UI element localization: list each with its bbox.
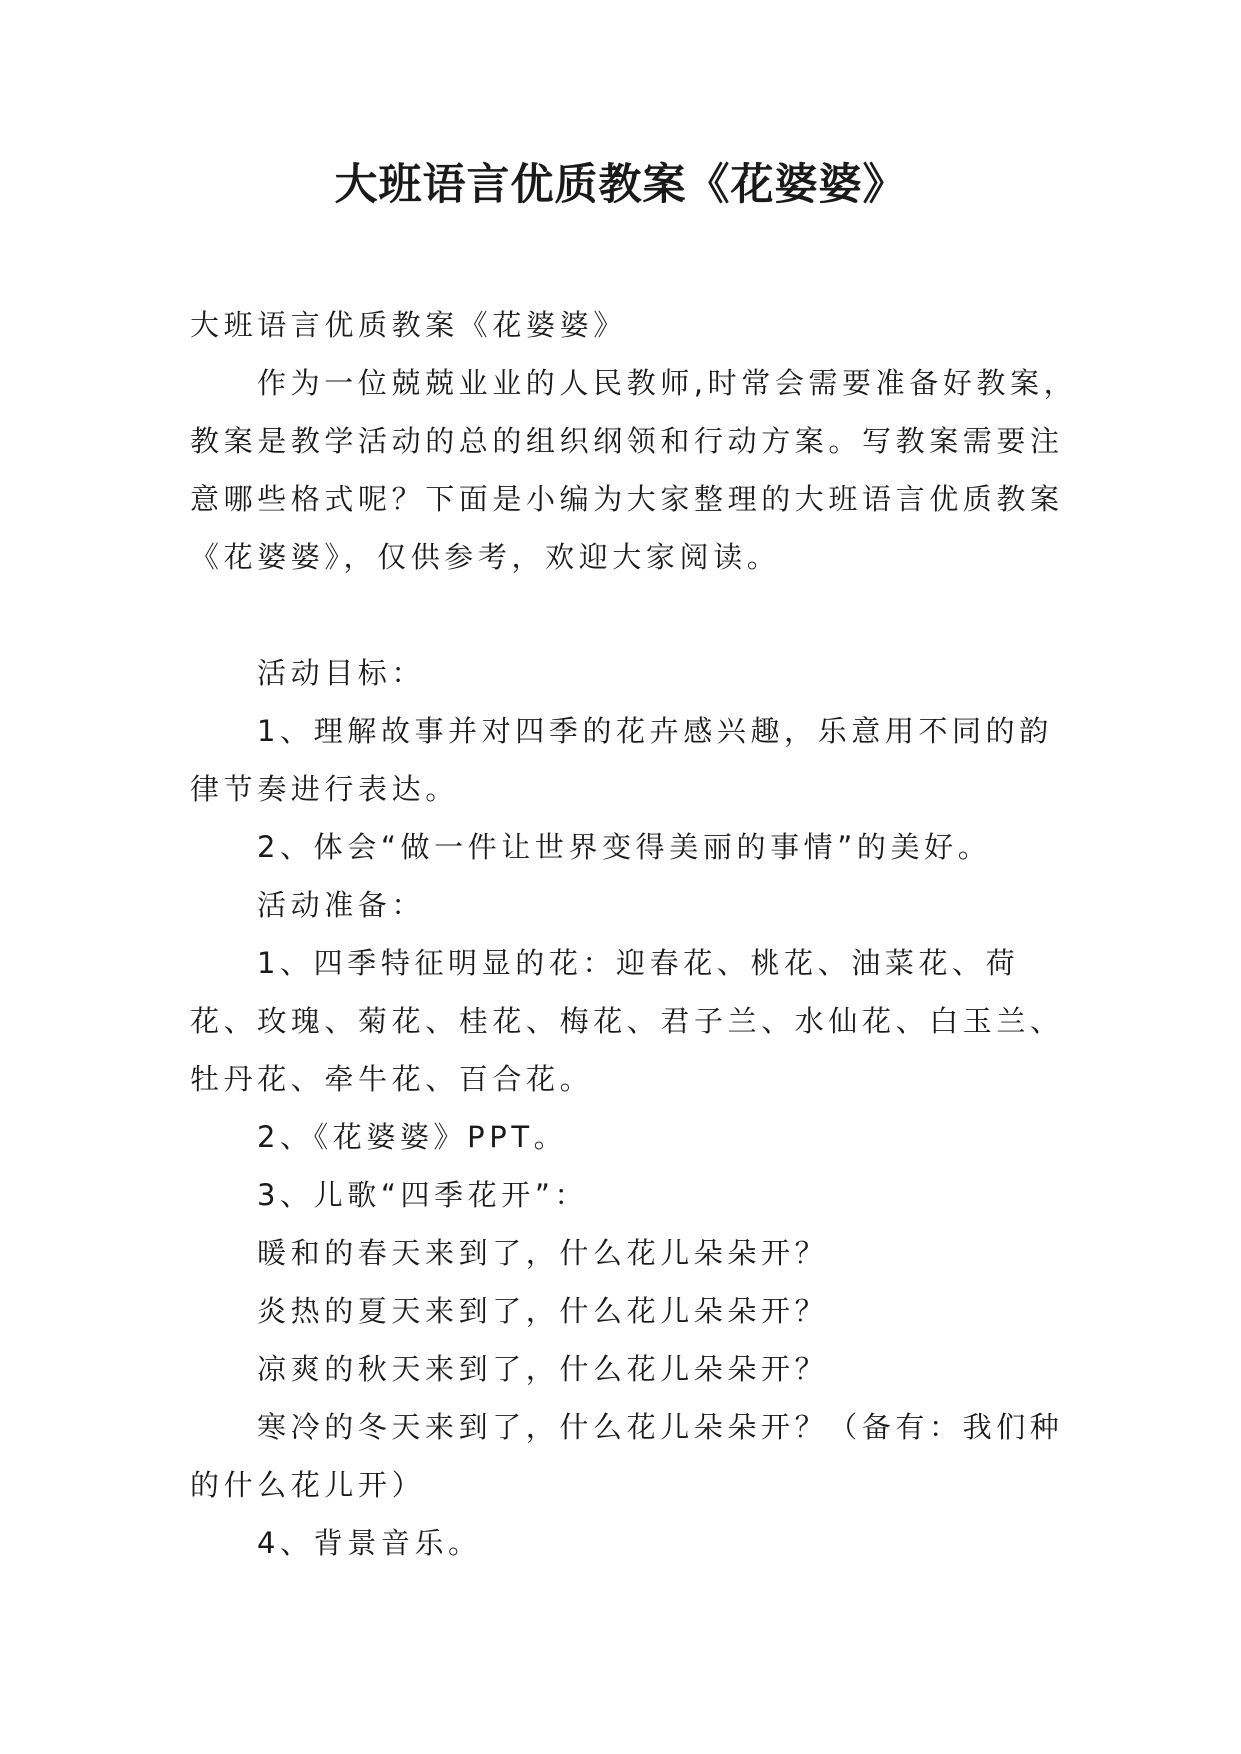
heading-activity-preparation: 活动准备：: [257, 888, 426, 922]
document-body: [190, 296, 1080, 1572]
paragraph-intro: 作为一位兢兢业业的人民教师,时常会需要准备好教案，教案是教学活动的总的组织纲领和行动方案。写教案需要注意哪些格式呢？下面是小编为大家整理的大班语言优质教案《花婆婆》，仅供参考，欢迎大家阅读。: [190, 366, 1078, 574]
preparation-item-1: 1、四季特征明显的花：迎春花、桃花、油菜花、荷花、玫瑰、菊花、桂花、梅花、君子兰、水仙花、白玉兰、牡丹花、牵牛花、百合花。: [190, 946, 1064, 1096]
song-line-summer: 炎热的夏天来到了，什么花儿朵朵开？: [257, 1294, 829, 1328]
song-line-winter: 寒冷的冬天来到了，什么花儿朵朵开？（备有：我们种的什么花儿开）: [190, 1410, 1064, 1502]
preparation-item-3: 3、儿歌“四季花开”：: [257, 1178, 589, 1212]
preparation-item-2: 2、《花婆婆》PPT。: [257, 1120, 568, 1154]
goal-item-1: 1、理解故事并对四季的花卉感兴趣，乐意用不同的韵律节奏进行表达。: [190, 714, 1053, 806]
song-line-autumn: 凉爽的秋天来到了，什么花儿朵朵开？: [257, 1352, 829, 1386]
preparation-item-4: 4、背景音乐。: [257, 1526, 482, 1560]
document-title: 大班语言优质教案《花婆婆》: [334, 160, 907, 210]
song-line-spring: 暖和的春天来到了，什么花儿朵朵开？: [257, 1236, 829, 1270]
paragraph-spacer: [190, 586, 1080, 644]
paragraph-subtitle: 大班语言优质教案《花婆婆》: [190, 308, 627, 342]
heading-activity-goals: 活动目标：: [257, 656, 426, 690]
goal-item-2: 2、体会“做一件让世界变得美丽的事情”的美好。: [257, 830, 992, 864]
